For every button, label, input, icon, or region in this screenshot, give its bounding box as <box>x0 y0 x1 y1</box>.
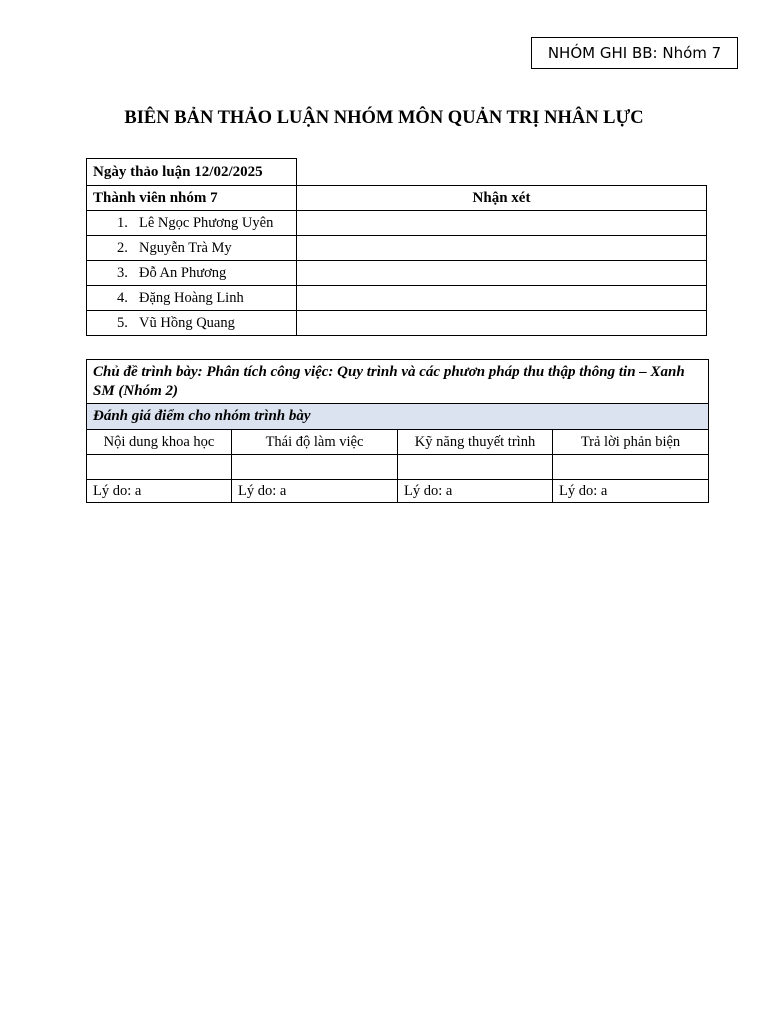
reason-presentation-skills: Lý do: a <box>398 480 553 503</box>
member-comment[interactable] <box>297 311 707 336</box>
member-row <box>87 236 707 261</box>
recorder-group-box <box>531 37 738 69</box>
member-comment[interactable] <box>297 211 707 236</box>
member-name-cell <box>87 211 297 236</box>
member-comment[interactable] <box>297 236 707 261</box>
discussion-date: Ngày thảo luận 12/02/2025 <box>87 159 297 186</box>
evaluation-table <box>86 359 709 503</box>
member-name: Lê Ngọc Phương Uyên <box>139 214 274 231</box>
member-name-cell <box>87 311 297 336</box>
member-name-cell <box>87 286 297 311</box>
member-row <box>87 261 707 286</box>
member-number: 5. <box>117 314 128 331</box>
member-name: Vũ Hồng Quang <box>139 314 235 331</box>
score-work-attitude[interactable] <box>232 455 398 480</box>
reason-rebuttal: Lý do: a <box>553 480 709 503</box>
blank-cell <box>297 159 707 186</box>
member-number: 2. <box>117 239 128 256</box>
presentation-topic: Chủ đề trình bày: Phân tích công việc: Quy trình và các phươn pháp thu thập thông tin – Xanh SM (Nhóm 2) <box>87 360 709 404</box>
member-number: 4. <box>117 289 128 306</box>
score-presentation-skills[interactable] <box>398 455 553 480</box>
member-name-cell <box>87 236 297 261</box>
comments-column-header: Nhận xét <box>297 186 707 211</box>
recorder-group-label: NHÓM GHI BB: Nhóm 7 <box>547 44 722 62</box>
member-name: Đỗ An Phương <box>139 264 227 281</box>
member-name: Đặng Hoàng Linh <box>139 289 244 306</box>
criterion-work-attitude: Thái độ làm việc <box>232 430 398 455</box>
criterion-rebuttal: Trả lời phản biện <box>553 430 709 455</box>
members-table <box>86 158 707 336</box>
reason-scientific-content: Lý do: a <box>87 480 232 503</box>
member-number: 1. <box>117 214 128 231</box>
criterion-scientific-content: Nội dung khoa học <box>87 430 232 455</box>
member-name-cell <box>87 261 297 286</box>
member-row <box>87 286 707 311</box>
member-name: Nguyễn Trà My <box>139 239 232 256</box>
member-comment[interactable] <box>297 261 707 286</box>
member-row <box>87 211 707 236</box>
criterion-presentation-skills: Kỹ năng thuyết trình <box>398 430 553 455</box>
score-scientific-content[interactable] <box>87 455 232 480</box>
reason-work-attitude: Lý do: a <box>232 480 398 503</box>
members-column-header: Thành viên nhóm 7 <box>87 186 297 211</box>
member-number: 3. <box>117 264 128 281</box>
member-comment[interactable] <box>297 286 707 311</box>
evaluation-section-header: Đánh giá điểm cho nhóm trình bày <box>87 404 709 430</box>
score-rebuttal[interactable] <box>553 455 709 480</box>
member-row <box>87 311 707 336</box>
document-title: BIÊN BẢN THẢO LUẬN NHÓM MÔN QUẢN TRỊ NHÂN LỰC <box>124 108 644 128</box>
